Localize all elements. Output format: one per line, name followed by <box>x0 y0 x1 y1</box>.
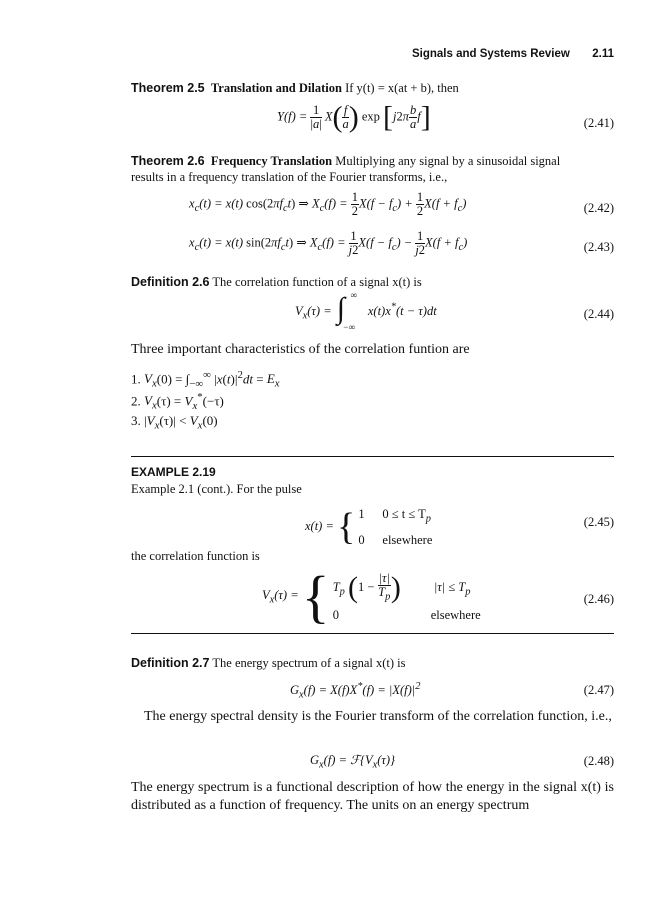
eq-2-46-number: (2.46) <box>583 592 614 606</box>
example-top-rule <box>131 456 614 457</box>
definition-2-7-statement <box>131 655 614 671</box>
theorem-2-5-title: Translation and Dilation <box>210 81 342 95</box>
definition-2-7-label: Definition 2.7 <box>131 656 210 670</box>
theorem-2-6-label: Theorem 2.6 <box>131 154 205 168</box>
example-2-19-label: EXAMPLE 2.19 <box>131 465 216 479</box>
theorem-2-5-statement <box>131 80 614 96</box>
running-title: Signals and Systems Review <box>411 48 570 60</box>
characteristic-item-1: 1. $V_x(0) = \int_{-\infty}^\infty$ $|x(t)|^2dt = E_x$ <box>131 369 280 390</box>
eq-2-47-number: (2.47) <box>583 683 614 697</box>
definition-2-6-label: Definition 2.6 <box>131 275 210 289</box>
energy-density-paragraph: The energy spectral density is the Fourier transform of the correlation function, i.e., <box>144 709 612 724</box>
item-3-number: 3. <box>131 413 141 428</box>
eq-2-43-number: (2.43) <box>583 240 614 254</box>
theorem-2-6-statement <box>131 153 614 185</box>
pulse-case1-value: 1 <box>358 507 365 521</box>
theorem-2-6-text-line1: Multiplying any signal by a sinusoidal signal <box>335 154 561 168</box>
pulse-case2-value: 0 <box>358 532 365 547</box>
eq-2-44-lhs: V <box>295 303 303 318</box>
theorem-2-5-label: Theorem 2.5 <box>131 81 205 95</box>
item-1-number: 1. <box>131 371 141 387</box>
equation-2-43: $x_c(t) = x(t)$ $\sin(2\pi f_ct)$ ⇒ $X_c(f)$ = $\frac{1}{j2}$ $X(f - f_c)$ − $\frac{1}{j2}$ $X(f + f_c)$ <box>189 229 468 257</box>
pulse-case1-condition: 0 ≤ t ≤ T <box>382 507 426 521</box>
energy-spectrum-paragraph: The energy spectrum is a functional description of how the energy in the signal x(t) is distributed as a function of frequency. The units on an energy spectrum <box>131 780 614 813</box>
theorem-2-6-title: Frequency Translation <box>210 154 333 168</box>
eq-2-48-number: (2.48) <box>583 754 614 768</box>
characteristics-intro: Three important characteristics of the correlation funtion are <box>131 342 470 357</box>
example-2-19-middle-text: the correlation function is <box>131 549 260 563</box>
definition-2-6-statement <box>131 274 614 290</box>
equation-2-45: x(t) = { 1 $0 \le t \le T_p$ 0 elsewhere <box>305 505 433 548</box>
equation-2-44: $V_x(\tau)$ = ∫ ∞ −∞ x(t)x*(t − τ)dt <box>295 290 437 332</box>
characteristic-item-2: 2. $V_x(\tau) = V_x^*(-\tau)$ <box>131 391 224 412</box>
equation-2-41: Y(f) = $\frac{1}{|a|}$ X( $\frac{f}{a}$ ) exp [j2π $\frac{b}{a}$ f] <box>277 100 431 134</box>
running-header <box>412 48 614 60</box>
eq-2-41-number: (2.41) <box>583 116 614 130</box>
pulse-case2-condition: elsewhere <box>382 532 433 547</box>
item-2-number: 2. <box>131 393 141 409</box>
definition-2-7-text: The energy spectrum of a signal x(t) is <box>212 656 406 670</box>
theorem-2-6-text-line2: results in a frequency translation of the Fourier transforms, i.e., <box>131 170 448 184</box>
eq-2-44-number: (2.44) <box>583 307 614 321</box>
equation-2-47: $G_x(f) = X(f)X^*(f) = |X(f)|^2$ <box>290 681 421 701</box>
eq-2-42-number: (2.42) <box>583 201 614 215</box>
corr-case2-condition: elsewhere <box>430 608 481 622</box>
example-2-19-intro: Example 2.1 (cont.). For the pulse <box>131 482 302 496</box>
page-number: 2.11 <box>592 48 614 60</box>
eq-2-41-lhs: Y(f) = <box>277 109 308 124</box>
equation-2-42: $x_c(t) = x(t)$ $\cos(2\pi f_ct)$ ⇒ $X_c(f)$ = $\frac{1}{2}$ $X(f - f_c)$ + $\frac{1}{2}$ $X(f + f_c)$ <box>189 190 467 218</box>
equation-2-46: $V_x(\tau)$ = { $T_p$ (1 − $\frac{|\tau|}{T_p}$ ) $|\tau| \le T_p$ 0 elsewhere <box>262 564 481 629</box>
characteristic-item-3: 3. $|V_x(\tau)| < V_x(0)$ <box>131 413 218 432</box>
example-bottom-rule <box>131 633 614 634</box>
theorem-2-5-text: If y(t) = x(at + b), then <box>345 81 459 95</box>
eq-2-45-number: (2.45) <box>583 515 614 529</box>
equation-2-48: $G_x(f)$ = $ℱ\{V_x(\tau)\}$ <box>310 753 396 771</box>
corr-case2-value: 0 <box>332 608 339 622</box>
definition-2-6-text: The correlation function of a signal x(t) is <box>212 275 422 289</box>
